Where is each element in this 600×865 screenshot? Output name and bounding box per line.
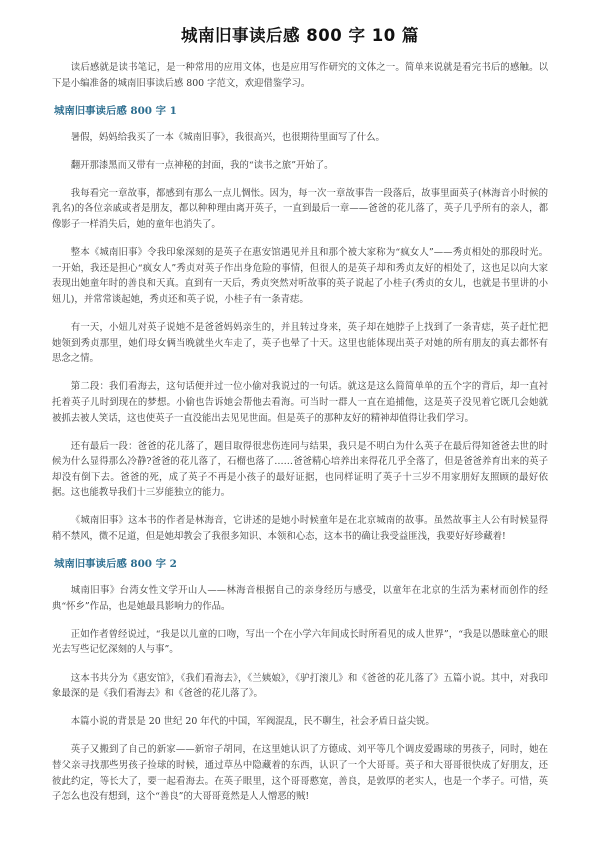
paragraph: 第二段：我们看海去，这句话便并过一位小偷对我说过的一句话。就这是这么简简单单的五个字的背后，却一直衬托着英子儿时到现在的梦想。小偷也告诉她会帮他去看海。可当时一群人一直在追捕他，这是英子没见着它既几会她就被抓去被人笑话，这也使英子一直没能出去见见世面。但是英子的那种友好的精神却值得让我们学习。 xyxy=(52,381,548,424)
intro-paragraph: 读后感就是读书笔记，是一种常用的应用文体，也是应用写作研究的文体之一。简单来说就是看完书后的感触。以下是小编准备的城南旧事读后感 800 字范文，欢迎借鉴学习。 xyxy=(52,62,548,89)
paragraph: 这本书共分为《惠安馆》，《我们看海去》，《兰姨娘》，《驴打滚儿》和《爸爸的花儿落了》五篇小说。其中，对我印象最深的是《我们看海去》和《爸爸的花儿落了》。 xyxy=(52,672,548,700)
paragraph: 我每看完一章故事，都感到有那么一点儿惆怅。因为，每一次一章故事告一段落后，故事里面英子(林海音小时候的乳名)的各位亲戚或者是朋友，都以种种理由离开英子，一直到最后一章——爸爸的花儿落了，英子几乎所有的亲人，都像影子一样消失后，她的童年也消失了。 xyxy=(52,187,548,231)
paragraph: 《城南旧事》这本书的作者是林海音，它讲述的是她小时候童年是在北京城南的故事。虽然故事主人公有时候显得稍不禁风，微不足道，但是她却教会了我很多知识、本领和心态，这本书的确让我受益匪浅，我要好好珍藏着! xyxy=(52,515,548,543)
paragraph: 还有最后一段：爸爸的花儿落了，题目取得很悲伤连同与结果，我只是不明白为什么英子在最后得知爸爸去世的时候为什么显得那么冷静?爸爸的花儿落了，石榴也落了……爸爸精心培养出来得花几乎全落了，但是爸爸养育出来的英子却没有倒下去。爸爸的死，成了英子不再是小孩子的最好证据，也同样证明了英子十三岁不用家朋好友照顾的最好依据。这也能教导我们十三岁能独立的能力。 xyxy=(52,440,548,499)
paragraph: 英子又搬到了自己的新家——新帘子胡同，在这里她认识了方德成、刘平等几个调皮爱踢球的男孩子，同时，她在替父亲寻找那些男孩子捡球的时候，通过草丛中隐藏着的东西，认识了一个大哥哥。英子和大哥哥很快成了好朋友，还彼此约定，等长大了，要一起看海去。在英子眼里，这个哥哥憨宽，善良，是敦厚的老实人，也是一个孝子。可惜，英子怎么也没有想到，这个“善良”的大哥哥竟然是人人憎恶的贼! xyxy=(52,744,548,803)
page-title: 城南旧事读后感 800 字 10 篇 xyxy=(181,26,419,45)
section-heading-2: 城南旧事读后感 800 字 2 xyxy=(54,558,177,571)
paragraph: 翻开那漆黑而又带有一点神秘的封面，我的“读书之旅”开始了。 xyxy=(70,159,334,171)
paragraph: 整本《城南旧事》令我印象深刻的是英子在惠安馆遇见并且和那个被大家称为“疯女人”——秀贞相处的那段时光。一开始，我还是担心“疯女人”秀贞对英子作出身危险的事情，但很人的是英子却和秀贞友好的相处了，这也足以向大家表现出她童年时的善良和天真。直到有一天后，秀贞突然对听故事的英子说起了小桂子(秀贞的女儿，也就是书里讲的小妞儿)，并常常谈起她，秀贞还和英子说，小桂子有一条青痣。 xyxy=(52,247,548,305)
document-body xyxy=(52,60,548,865)
paragraph: 城南旧事》台湾女性文学开山人——林海音根据自己的亲身经历与感受，以童年在北京的生活为素材而创作的经典“怀乡”作品，也是她最具影响力的作品。 xyxy=(52,585,548,612)
paragraph: 暑假，妈妈给我买了一本《城南旧事》，我很高兴，也很期待里面写了什么。 xyxy=(70,131,385,143)
paragraph: 本篇小说的背景是 20 世纪 20 年代的中国，军阀混乱，民不聊生，社会矛盾日益尖锐。 xyxy=(70,716,435,728)
section-heading-1: 城南旧事读后感 800 字 1 xyxy=(54,104,177,117)
paragraph: 有一天，小妞儿对英子说她不是爸爸妈妈亲生的，并且转过身来，英子却在她脖子上找到了一条青痣，英子赶忙把她领到秀贞那里，她们母女俩当晚就坐火车走了，英子也晕了十天。这里也能体现出英子对她的所有朋友的真去都怀有思念之情。 xyxy=(52,322,548,365)
paragraph: 正如作者曾经说过，“我是以儿童的口吻，写出一个在小学六年间成长时所看见的成人世界”，“我是以愚昧童心的眼光去写些记忆深刻的人与事”。 xyxy=(52,628,548,656)
